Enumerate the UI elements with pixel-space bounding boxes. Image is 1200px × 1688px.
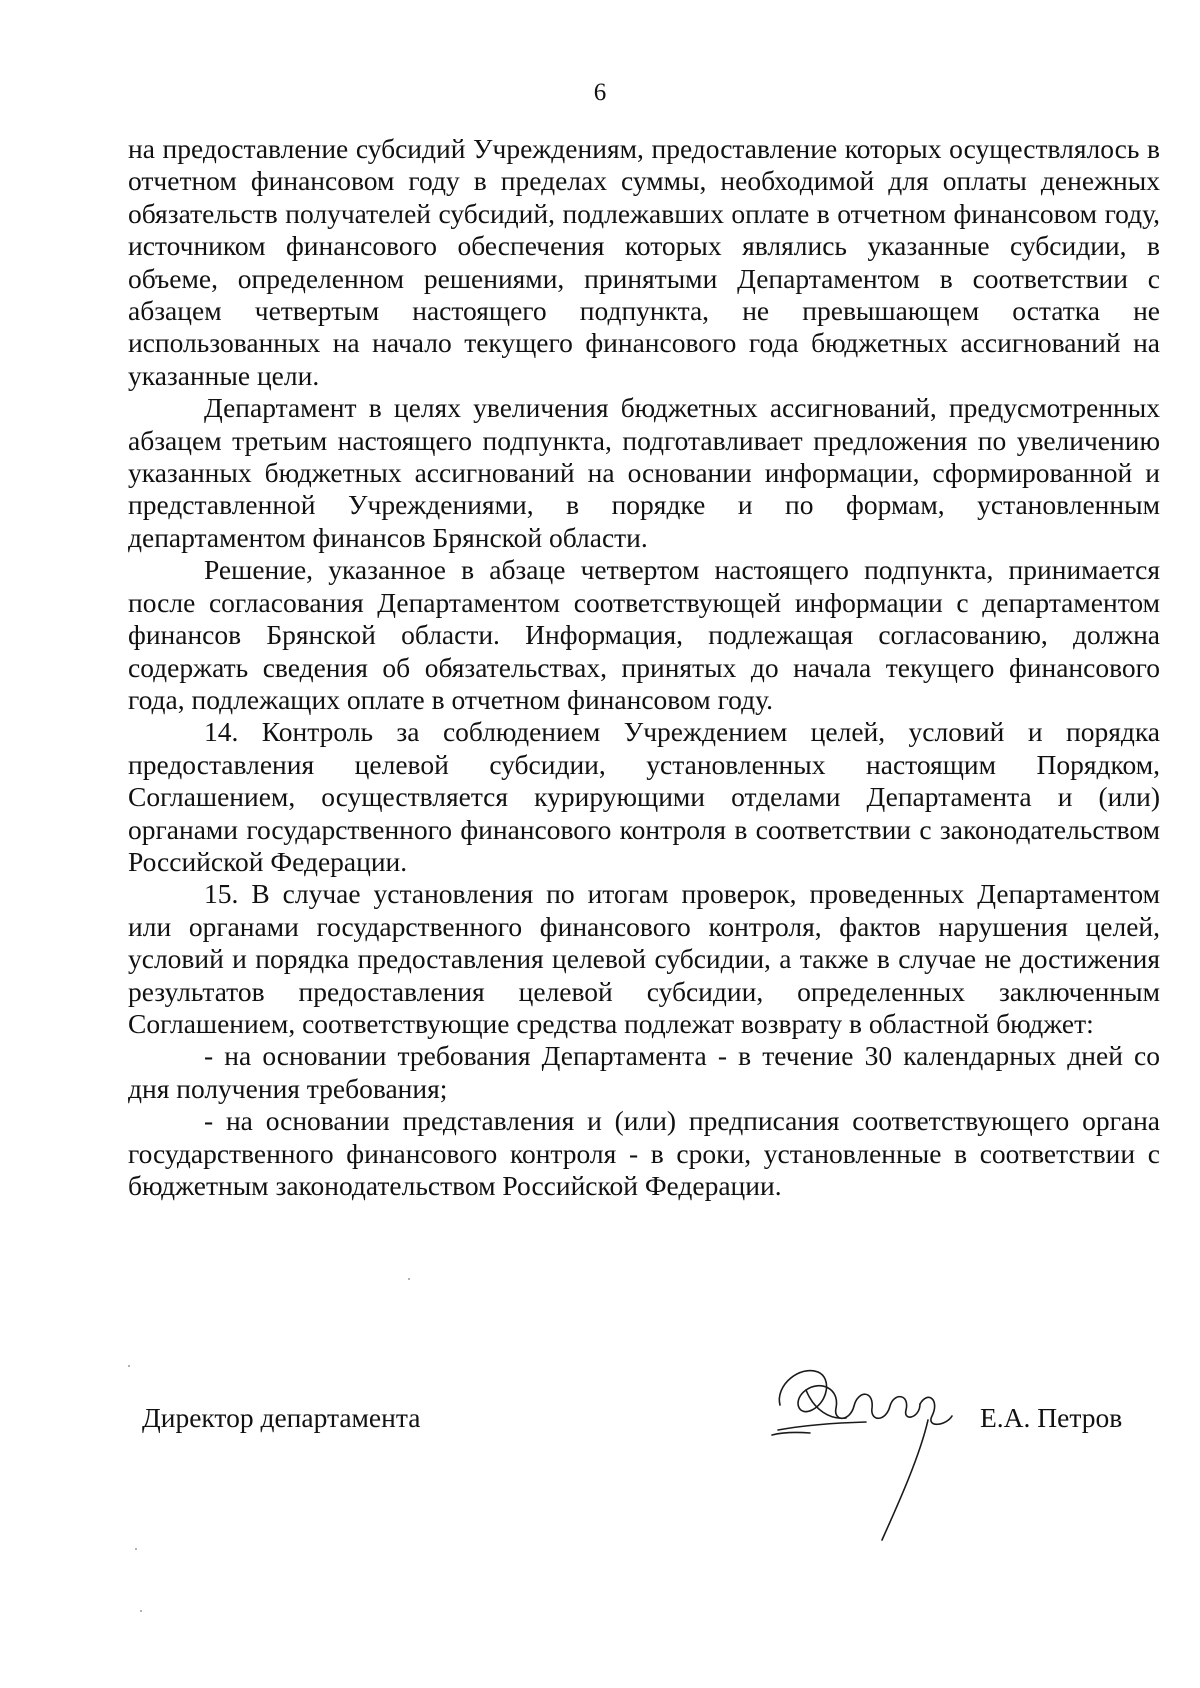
handwritten-signature	[770, 1360, 970, 1545]
scan-speck	[128, 1365, 130, 1367]
paragraph-clause-15-refund: 15. В случае установления по итогам проверок, проведенных Департаментом или органами государственного финансового контроля, фактов нарушения целей, условий и порядка предоставления целевой субсидии, а также в случае не достижения результатов предоставления целевой субсидии, определенных заключенным Соглашением, соответствующие средства подлежат возврату в областной бюджет:	[128, 878, 1160, 1039]
document-body	[128, 133, 1160, 1202]
list-item-department-demand: - на основании требования Департамента - в течение 30 календарных дней со дня получения требования;	[128, 1040, 1160, 1104]
signatory-title: Директор департамента	[142, 1402, 421, 1433]
paragraph-budget-increase: Департамент в целях увеличения бюджетных ассигнований, предусмотренных абзацем третьим настоящего подпункта, подготавливает предложения по увеличению указанных бюджетных ассигнований на основании информации, сформированной и представленной Учреждениями, в порядке и по формам, установленным департаментом финансов Брянской области.	[128, 392, 1160, 553]
paragraph-decision-approval: Решение, указанное в абзаце четвертом настоящего подпункта, принимается после согласования Департаментом соответствующей информации с департаментом финансов Брянской области. Информация, подлежащая согласованию, должна содержать сведения об обязательствах, принятых до начала текущего финансового года, подлежащих оплате в отчетном финансовом году.	[128, 554, 1160, 715]
page-number: 6	[593, 79, 607, 106]
list-item-control-body-order: - на основании представления и (или) предписания соответствующего органа государственного финансового контроля - в сроки, установленные в соответствии с бюджетным законодательством Российской Федерации.	[128, 1105, 1160, 1201]
signatory-name: Е.А. Петров	[980, 1402, 1123, 1433]
paragraph-clause-14-control: 14. Контроль за соблюдением Учреждением целей, условий и порядка предоставления целевой субсидии, установленных настоящим Порядком, Соглашением, осуществляется курирующими отделами Департамента и (или) органами государственного финансового контроля в соответствии с законодательством Российской Федерации.	[128, 716, 1160, 877]
scan-speck	[140, 1610, 142, 1612]
signature-block	[0, 1380, 1200, 1580]
scan-speck	[135, 1548, 137, 1550]
scan-speck	[408, 1278, 410, 1280]
paragraph-continuation: на предоставление субсидий Учреждениям, предоставление которых осуществлялось в отчетном финансовом году в пределах суммы, необходимой для оплаты денежных обязательств получателей субсидий, подлежавших оплате в отчетном финансовом году, источником финансового обеспечения которых являлись указанные субсидии, в объеме, определенном решениями, принятыми Департаментом в соответствии с абзацем четвертым настоящего подпункта, не превышающем остатка не использованных на начало текущего финансового года бюджетных ассигнований на указанные цели.	[128, 133, 1160, 391]
